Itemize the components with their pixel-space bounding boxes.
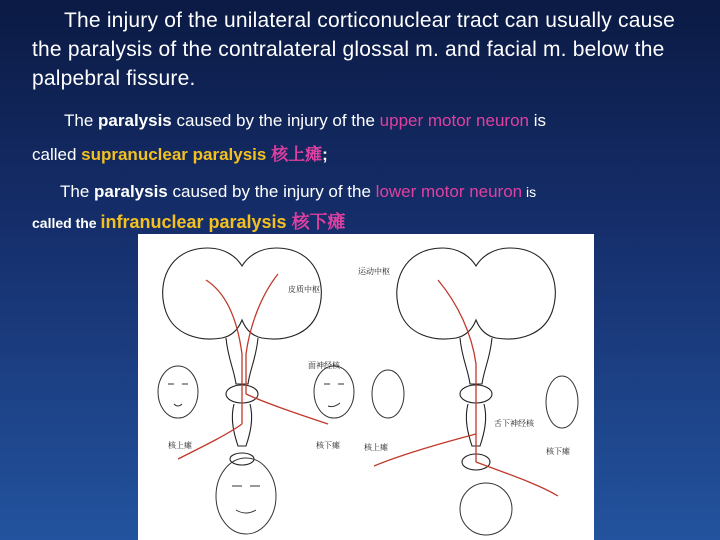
caption-supranuclear-tongue: 核上瘫: [364, 443, 388, 452]
caption-infranuclear-tongue: 核下瘫: [546, 447, 570, 456]
label-genu: 皮质中枢: [288, 285, 320, 294]
term-supranuclear-chinese: 核上瘫: [271, 145, 323, 165]
mouth-lower-illustration: [460, 483, 512, 535]
text-the: The: [64, 111, 99, 130]
paralysis-diagram: [138, 234, 594, 540]
tongue-left-illustration: [372, 370, 404, 418]
term-paralysis: paralysis: [94, 182, 168, 201]
term-lower-motor-neuron: lower motor neuron: [375, 182, 523, 201]
paralysis-diagram-figure: [138, 234, 594, 540]
intro-paragraph: [32, 6, 692, 93]
face-left-illustration: [158, 366, 198, 418]
tongue-right-illustration: [546, 376, 578, 428]
text-caused-by: caused by the injury of the: [171, 111, 380, 130]
text-is: is: [529, 111, 546, 130]
caption-infranuclear-face: 核下瘫: [316, 441, 340, 450]
text-called: called: [32, 145, 82, 164]
lower-neuron-line-2: [32, 208, 346, 234]
label-facial-nucleus: 面神经核: [308, 361, 340, 370]
label-motor-cortex: 运动中枢: [358, 267, 390, 276]
term-paralysis: paralysis: [98, 111, 172, 130]
caption-supranuclear-face: 核上瘫: [168, 441, 192, 450]
text-is: is: [522, 184, 537, 200]
face-right-illustration: [314, 366, 354, 418]
face-lower-left-illustration: [216, 458, 276, 534]
term-infranuclear-chinese: 核下瘫: [291, 212, 346, 233]
right-brain-hemispheres: [397, 248, 556, 339]
upper-neuron-line-1: [64, 111, 546, 131]
text-the: The: [60, 182, 95, 201]
term-infranuclear-paralysis: infranuclear paralysis: [100, 212, 292, 232]
text-caused-by: caused by the injury of the: [167, 182, 376, 201]
text-semicolon: ;: [322, 145, 328, 164]
term-supranuclear-paralysis: supranuclear paralysis: [81, 145, 272, 164]
upper-neuron-line-2: [32, 140, 328, 165]
lower-neuron-pathway-right: [438, 280, 476, 462]
label-hypoglossal-nucleus: 舌下神经核: [494, 419, 534, 428]
intro-text: The injury of the unilateral corticonuclear tract can usually cause the paralysis of the contralateral glossal m. and facial m. below the palpebral fissure.: [32, 9, 676, 90]
lower-neuron-line-1: [60, 182, 536, 202]
text-called-the: called the: [32, 215, 101, 231]
term-upper-motor-neuron: upper motor neuron: [379, 111, 529, 130]
